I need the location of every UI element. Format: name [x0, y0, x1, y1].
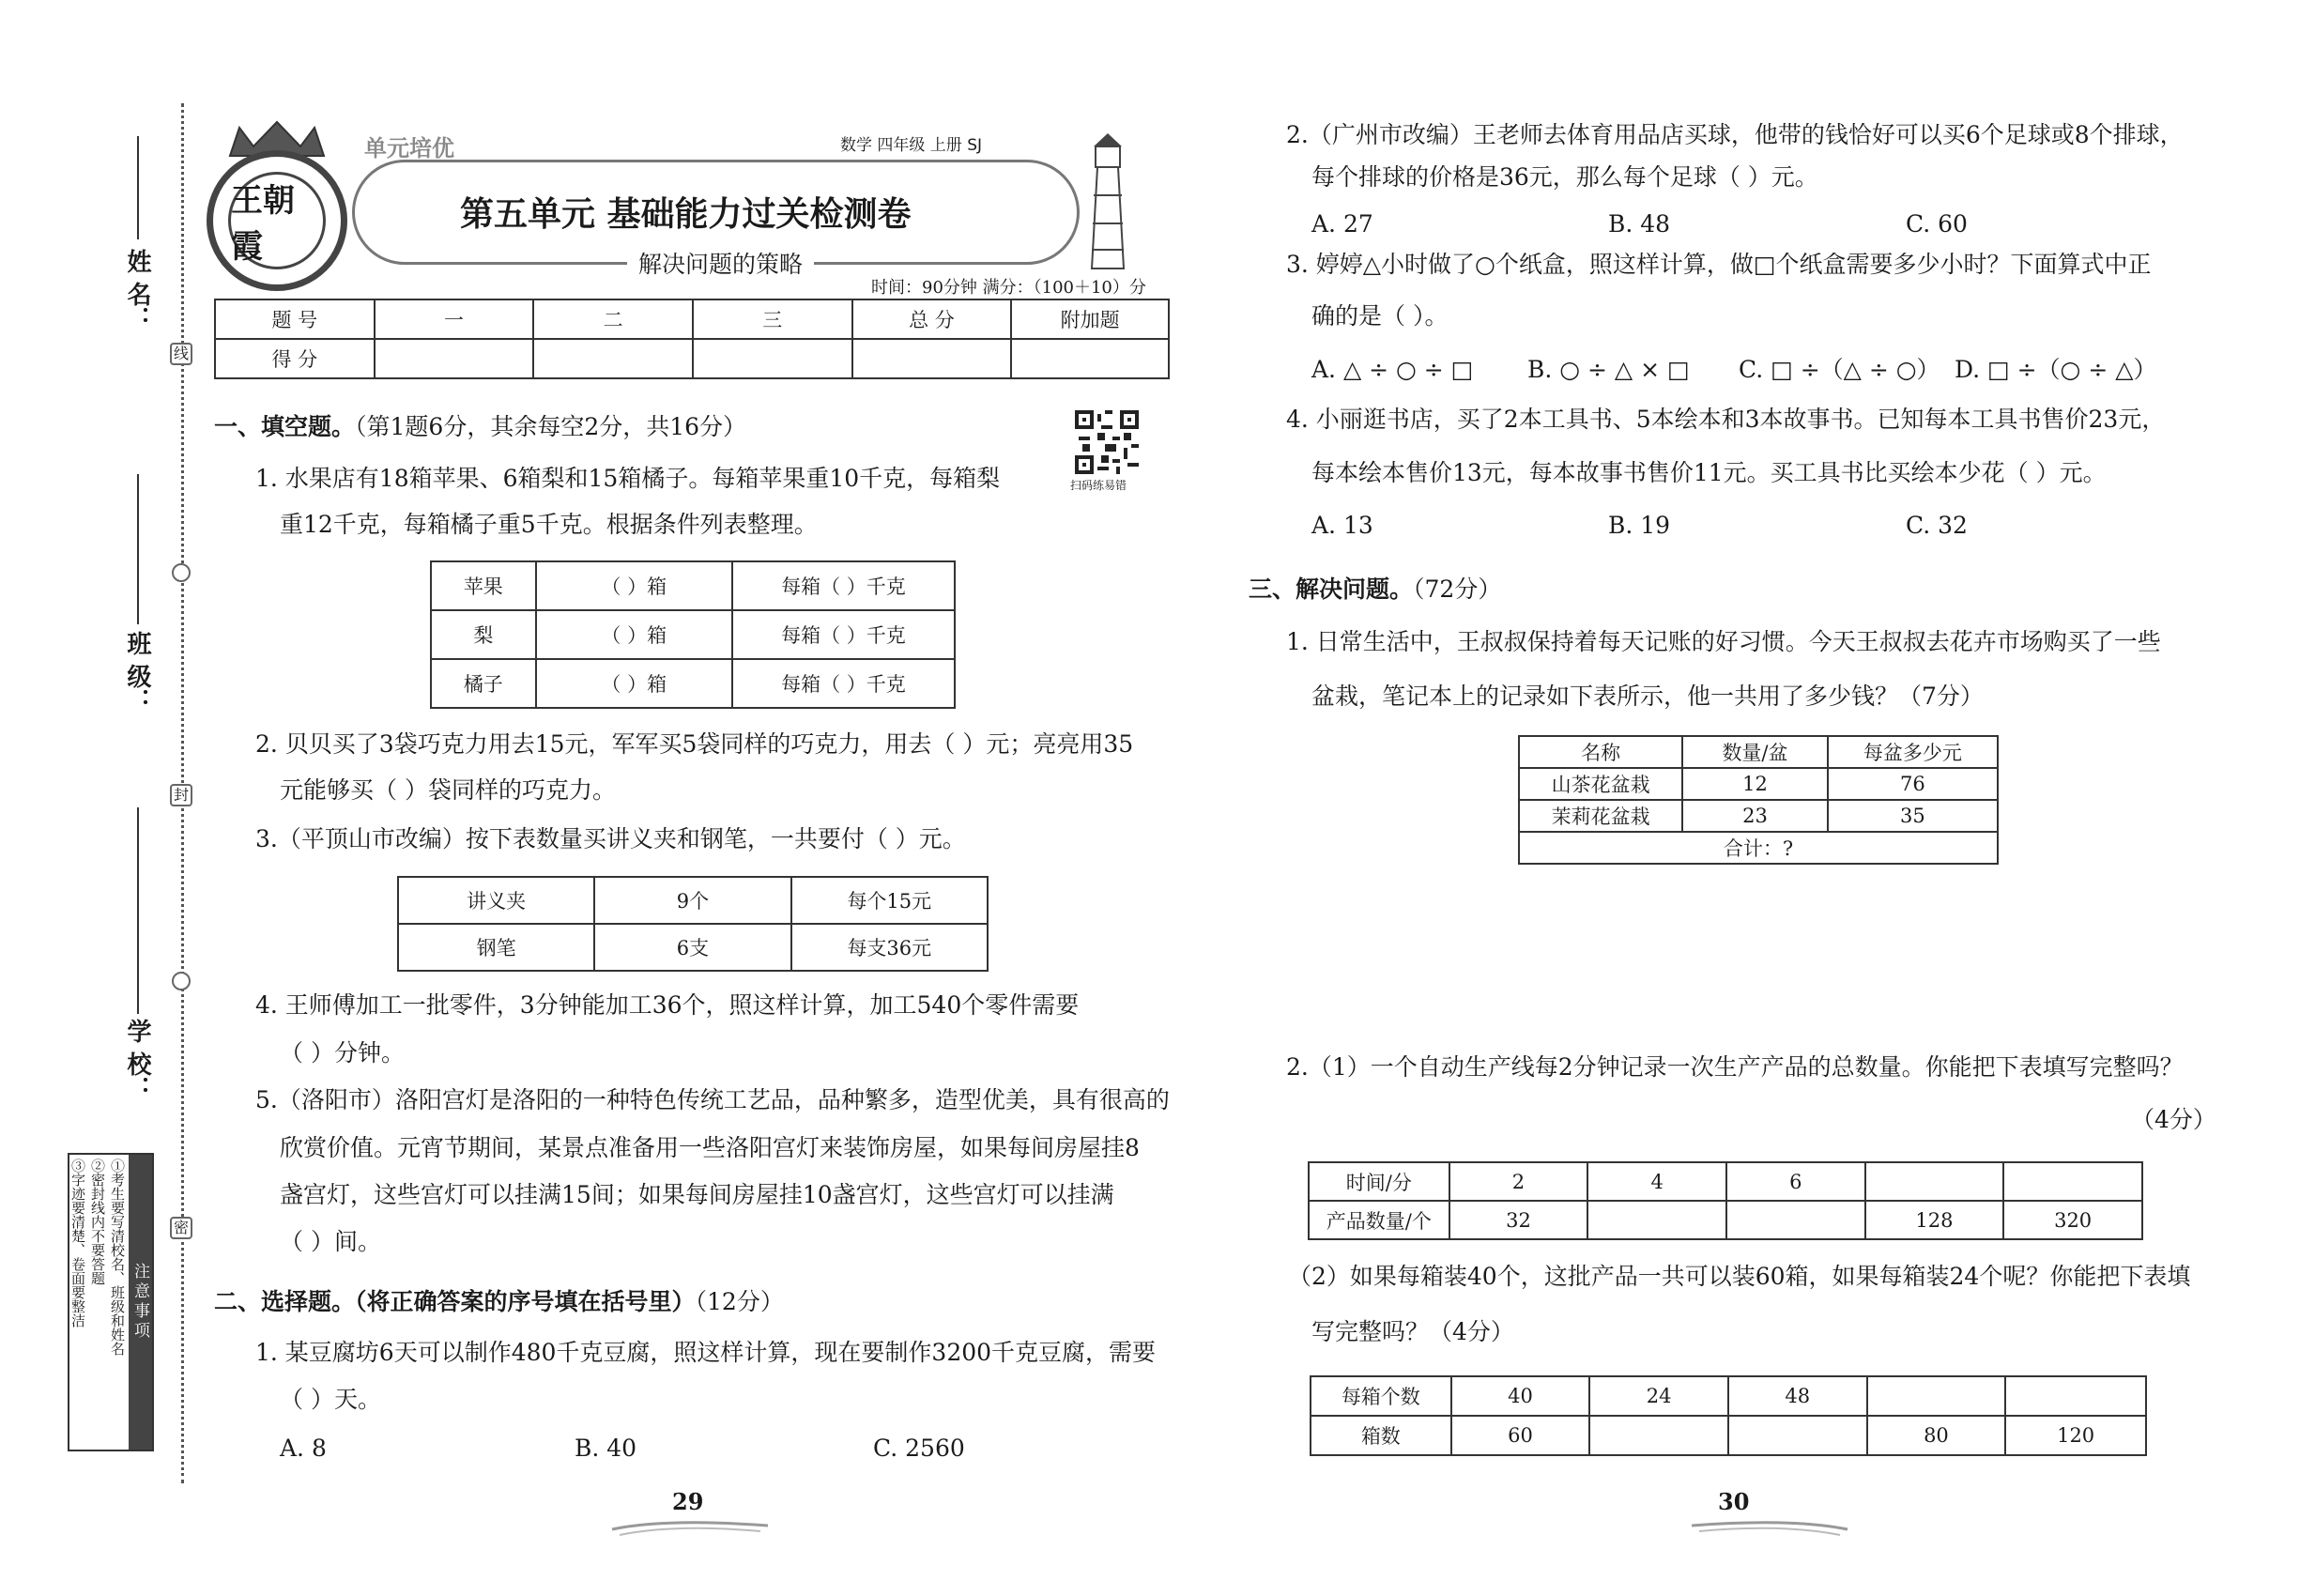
fruit-table — [430, 560, 956, 709]
score-cell[interactable] — [533, 339, 693, 378]
qr-label: 扫码练易错 — [1070, 479, 1127, 492]
question-text: （ ）天。 — [280, 1386, 381, 1413]
plant-header: 每盆多少元 — [1828, 736, 1998, 768]
question-text: 盏宫灯，这些宫灯可以挂满15间；如果每间房屋挂10盏宫灯，这些宫灯可以挂满 — [280, 1181, 1114, 1208]
question-text: 1. 水果店有18箱苹果、6箱梨和15箱橘子。每箱苹果重10千克，每箱梨 — [255, 465, 1001, 492]
publisher-logo — [207, 150, 347, 291]
score-cell[interactable] — [1011, 339, 1169, 378]
fruit-name: 橘子 — [431, 659, 536, 708]
unit-tag: 单元培优 — [364, 135, 454, 161]
production-table — [1308, 1161, 2143, 1240]
prod-cell: 128 — [1865, 1201, 2004, 1239]
score-note: （4分） — [2131, 1106, 2216, 1133]
question-text: 每本绘本售价13元，每本故事书售价11元。买工具书比买绘本少花（ ）元。 — [1311, 459, 2107, 486]
box-cell: 48 — [1728, 1376, 1867, 1416]
plant-price: 35 — [1828, 800, 1998, 832]
question-text: 2.（1）一个自动生产线每2分钟记录一次生产产品的总数量。你能把下表填写完整吗？ — [1286, 1053, 2184, 1081]
section-2-heading: 二、选择题。（将正确答案的序号填在括号里） — [214, 1288, 696, 1315]
school-label: 学 校： — [123, 1019, 151, 1101]
book-meta: 数学 四年级 上册 SJ — [840, 136, 983, 155]
item-name: 钢笔 — [398, 924, 594, 971]
question-text: 3.（平顶山市改编）按下表数量买讲义夹和钢笔，一共要付（ ）元。 — [255, 825, 966, 852]
question-text: 2.（广州市改编）王老师去体育用品店买球，他带的钱恰好可以买6个足球或8个排球， — [1286, 121, 2184, 148]
prod-blank[interactable] — [1726, 1201, 1865, 1239]
score-header: 一 — [375, 299, 534, 339]
option-c[interactable]: C. □ ÷（△ ÷ ○） — [1739, 356, 1940, 383]
option-b[interactable]: B. ○ ÷ △ × □ — [1527, 356, 1690, 383]
lighthouse-icon — [1084, 130, 1131, 270]
item-price: 每支36元 — [791, 924, 988, 971]
score-header: 题 号 — [215, 299, 375, 339]
plant-quantity: 23 — [1682, 800, 1827, 832]
page-subtitle: 解决问题的策略 — [627, 246, 814, 280]
plant-price: 76 — [1828, 768, 1998, 800]
section-2-note: （12分） — [695, 1288, 784, 1315]
question-text: （2）如果每箱装40个，这批产品一共可以装60箱，如果每箱装24个呢？你能把下表填 — [1288, 1263, 2191, 1290]
question-text: 元能够买（ ）袋同样的巧克力。 — [280, 776, 616, 804]
notice-box — [68, 1153, 154, 1451]
fruit-name: 梨 — [431, 610, 536, 659]
item-price: 每个15元 — [791, 877, 988, 924]
box-blank[interactable] — [1589, 1416, 1728, 1455]
prod-cell: 6 — [1726, 1162, 1865, 1201]
page-swoosh-icon — [610, 1516, 770, 1539]
class-field-line[interactable] — [137, 474, 139, 624]
item-quantity: 6支 — [594, 924, 790, 971]
section-3-note: （72分） — [1413, 575, 1502, 603]
score-row-label: 得 分 — [215, 339, 375, 378]
option-d[interactable]: D. □ ÷（○ ÷ △） — [1955, 356, 2157, 383]
notice-line: ①考生要写清校名、班级和姓名 — [109, 1159, 126, 1356]
plant-name: 茉莉花盆栽 — [1519, 800, 1682, 832]
option-c[interactable]: C. 32 — [1906, 512, 1968, 539]
question-text: 重12千克，每箱橘子重5千克。根据条件列表整理。 — [280, 511, 818, 538]
notice-title: 注意事项 — [129, 1155, 152, 1450]
plant-table — [1518, 735, 1999, 865]
question-text: 4. 王师傅加工一批零件，3分钟能加工36个，照这样计算，加工540个零件需要 — [255, 991, 1080, 1019]
fruit-weight-blank[interactable]: 每箱（ ）千克 — [732, 610, 955, 659]
class-label: 班 级： — [123, 631, 151, 714]
qr-code-icon[interactable] — [1075, 410, 1139, 474]
section-1-heading: 一、填空题。 — [214, 413, 356, 440]
section-1-note: （第1题6分，其余每空2分，共16分） — [355, 413, 747, 440]
page-number: 29 — [672, 1488, 704, 1515]
box-cell: 24 — [1589, 1376, 1728, 1416]
prod-cell: 320 — [2003, 1201, 2142, 1239]
score-table — [214, 299, 1170, 379]
score-cell[interactable] — [375, 339, 534, 378]
box-blank[interactable] — [1867, 1376, 2006, 1416]
fruit-boxes-blank[interactable]: （ ）箱 — [536, 659, 732, 708]
prod-row-label: 产品数量/个 — [1309, 1201, 1449, 1239]
prod-cell: 2 — [1449, 1162, 1588, 1201]
school-field-line[interactable] — [137, 807, 139, 1014]
fruit-weight-blank[interactable]: 每箱（ ）千克 — [732, 659, 955, 708]
option-b[interactable]: B. 19 — [1608, 512, 1671, 539]
option-a[interactable]: A. 13 — [1311, 512, 1373, 539]
notice-line: ③字迹要清楚、卷面要整洁 — [69, 1159, 86, 1327]
prod-blank[interactable] — [1587, 1201, 1726, 1239]
question-text: （ ）间。 — [280, 1228, 381, 1255]
box-cell: 120 — [2005, 1416, 2146, 1455]
page-number: 30 — [1718, 1488, 1750, 1515]
question-text: 欣赏价值。元宵节期间，某景点准备用一些洛阳宫灯来装饰房屋，如果每间房屋挂8 — [280, 1134, 1140, 1161]
box-table — [1310, 1375, 2147, 1456]
prod-blank[interactable] — [1865, 1162, 2004, 1201]
score-cell[interactable] — [693, 339, 852, 378]
score-header: 附加题 — [1011, 299, 1169, 339]
section-3-heading: 三、解决问题。 — [1249, 575, 1414, 603]
question-text: 确的是（ ）。 — [1311, 302, 1449, 330]
notice-line: ②密封线内不要答题 — [89, 1159, 106, 1285]
question-text: 1. 某豆腐坊6天可以制作480千克豆腐，照这样计算，现在要制作3200千克豆腐，需要 — [255, 1339, 1157, 1366]
seam-mark-secret: 密 — [170, 1217, 192, 1239]
binding-ring-icon — [172, 972, 191, 990]
fruit-boxes-blank[interactable]: （ ）箱 — [536, 610, 732, 659]
option-c[interactable]: C. 2560 — [873, 1435, 965, 1462]
item-quantity: 9个 — [594, 877, 790, 924]
question-text: 写完整吗？（4分） — [1311, 1318, 1514, 1345]
plant-total: 合计：? — [1519, 832, 1998, 864]
question-text: 1. 日常生活中，王叔叔保持着每天记账的好习惯。今天王叔叔去花卉市场购买了一些 — [1286, 628, 2161, 655]
box-blank[interactable] — [1728, 1416, 1867, 1455]
name-label: 姓 名： — [123, 249, 151, 331]
question-text: 盆栽，笔记本上的记录如下表所示，他一共用了多少钱？（7分） — [1311, 683, 1984, 710]
item-name: 讲义夹 — [398, 877, 594, 924]
question-text: 4. 小丽逛书店，买了2本工具书、5本绘本和3本故事书。已知每本工具书售价23元， — [1286, 406, 2166, 433]
seam-mark-seal: 封 — [170, 784, 192, 806]
page-title: 第五单元 基础能力过关检测卷 — [460, 195, 912, 234]
prod-cell: 4 — [1587, 1162, 1726, 1201]
option-a[interactable]: A. 27 — [1311, 210, 1373, 238]
question-text: 每个排球的价格是36元，那么每个足球（ ）元。 — [1311, 163, 1818, 191]
question-text: 5.（洛阳市）洛阳宫灯是洛阳的一种特色传统工艺品，品种繁多，造型优美，具有很高的 — [255, 1086, 1170, 1113]
question-text: 3. 婷婷△小时做了○个纸盒，照这样计算，做□个纸盒需要多少小时？下面算式中正 — [1286, 251, 2152, 278]
box-cell: 80 — [1867, 1416, 2006, 1455]
plant-header: 数量/盆 — [1682, 736, 1827, 768]
section-1-title — [214, 411, 746, 443]
buy-table — [397, 876, 989, 972]
prod-row-label: 时间/分 — [1309, 1162, 1449, 1201]
fruit-name: 苹果 — [431, 561, 536, 610]
binding-ring-icon — [172, 563, 191, 582]
score-header: 总 分 — [852, 299, 1012, 339]
option-b[interactable]: B. 48 — [1608, 210, 1671, 238]
prod-blank[interactable] — [2003, 1162, 2142, 1201]
question-text: （ ）分钟。 — [280, 1039, 405, 1067]
box-row-label: 箱数 — [1311, 1416, 1451, 1455]
prod-cell: 32 — [1449, 1201, 1588, 1239]
plant-header: 名称 — [1519, 736, 1682, 768]
option-a[interactable]: A. 8 — [280, 1435, 327, 1462]
exam-timing: 时间：90分钟 满分：（100＋10）分 — [871, 278, 1146, 298]
plant-name: 山茶花盆栽 — [1519, 768, 1682, 800]
score-cell[interactable] — [852, 339, 1012, 378]
box-blank[interactable] — [2005, 1376, 2146, 1416]
option-c[interactable]: C. 60 — [1906, 210, 1968, 238]
option-b[interactable]: B. 40 — [575, 1435, 637, 1462]
box-cell: 40 — [1451, 1376, 1590, 1416]
section-3-title — [1249, 574, 1501, 606]
logo-text: 王朝霞 — [228, 172, 326, 269]
option-a[interactable]: A. △ ÷ ○ ÷ □ — [1311, 356, 1474, 383]
name-field-line[interactable] — [137, 136, 139, 239]
seam-mark-line: 线 — [170, 343, 192, 365]
score-header: 三 — [693, 299, 852, 339]
plant-quantity: 12 — [1682, 768, 1827, 800]
fruit-boxes-blank[interactable]: （ ）箱 — [536, 561, 732, 610]
box-cell: 60 — [1451, 1416, 1590, 1455]
fruit-weight-blank[interactable]: 每箱（ ）千克 — [732, 561, 955, 610]
box-row-label: 每箱个数 — [1311, 1376, 1451, 1416]
score-header: 二 — [533, 299, 693, 339]
question-text: 2. 贝贝买了3袋巧克力用去15元，军军买5袋同样的巧克力，用去（ ）元；亮亮用35 — [255, 730, 1134, 758]
page-swoosh-icon — [1690, 1516, 1849, 1539]
section-2-title — [214, 1286, 784, 1318]
